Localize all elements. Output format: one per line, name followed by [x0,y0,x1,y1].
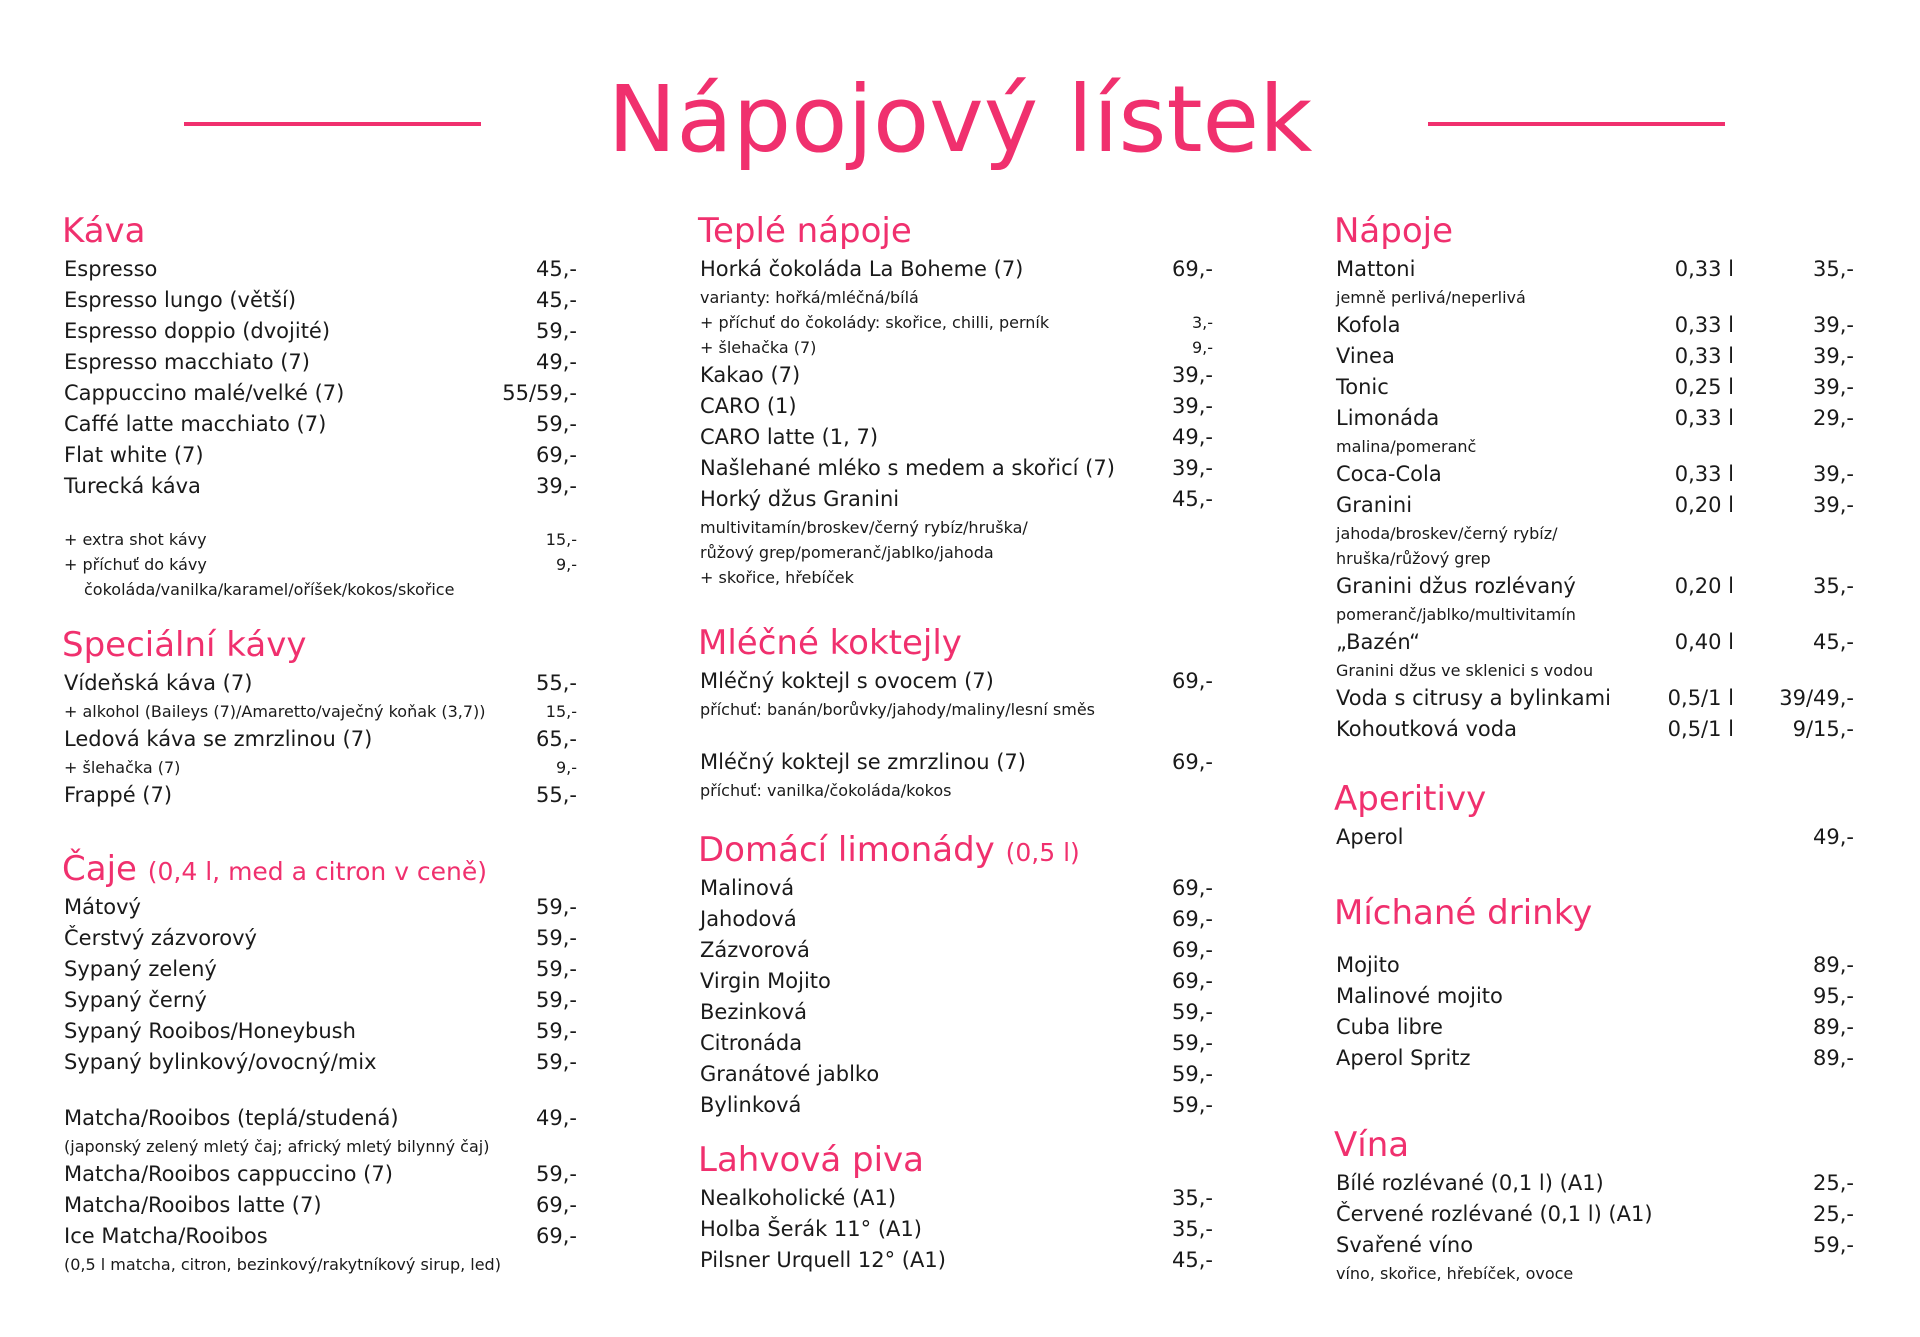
item-note [698,540,1213,565]
item-volume: 0,40 l [1674,630,1734,654]
item-price: 59,- [536,1019,577,1043]
section-caje [62,846,577,1277]
item-price: 59,- [536,988,577,1012]
menu-item [1334,1230,1854,1261]
item-name: Bylinková [700,1093,802,1117]
heading-main: Čaje [62,849,137,889]
item-price: 9/15,- [1792,717,1854,741]
item-name: Mátový [64,895,141,919]
section-heading: Nápoje [1334,211,1454,251]
menu-item [1334,950,1854,981]
item-price: 55/59,- [502,381,577,405]
extra-price: 9,- [555,758,577,777]
item-price: 35,- [1172,1186,1213,1210]
extra-name: + šlehačka (7) [700,338,817,357]
section-domaci-limonady [698,827,1213,1121]
menu-item [698,484,1213,515]
item-price: 45,- [1172,487,1213,511]
item-name: Voda s citrusy a bylinkami [1336,686,1611,710]
item-price: 49,- [536,350,577,374]
item-name: Virgin Mojito [700,969,831,993]
menu-item [1334,459,1854,490]
item-extra [62,527,577,552]
menu-item [698,966,1213,997]
item-name: Jahodová [700,907,797,931]
item-price: 69,- [1172,938,1213,962]
extra-price: 3,- [1191,313,1213,332]
item-note [62,1252,577,1277]
menu-item [62,347,577,378]
item-price: 35,- [1813,257,1854,281]
item-price: 59,- [536,1162,577,1186]
note-text: + skořice, hřebíček [700,568,854,587]
item-price: 59,- [1172,1093,1213,1117]
menu-item [62,378,577,409]
item-note [698,565,1213,590]
menu-item [1334,1199,1854,1230]
menu-item [698,1214,1213,1245]
item-name: Mattoni [1336,257,1416,281]
item-extra [62,552,577,577]
item-note [1334,1261,1854,1286]
menu-item [62,1221,577,1252]
item-name: Mléčný koktejl s ovocem (7) [700,669,994,693]
menu-item [698,422,1213,453]
item-price: 39/49,- [1779,686,1854,710]
item-name: Tonic [1336,375,1389,399]
note-text: malina/pomeranč [1336,437,1477,456]
item-price: 45,- [536,257,577,281]
heading-sub: (0,4 l, med a citron v ceně) [147,857,488,886]
item-price: 89,- [1813,953,1854,977]
item-price: 69,- [1172,750,1213,774]
menu-item [698,1090,1213,1121]
section-heading: Speciální kávy [62,625,307,665]
item-price: 59,- [536,1050,577,1074]
note-text: příchuť: vanilka/čokoláda/kokos [700,781,952,800]
item-price: 59,- [1172,1000,1213,1024]
section-heading: Vína [1334,1125,1410,1165]
page-title: Nápojový lístek [607,66,1313,173]
item-name: Horká čokoláda La Boheme (7) [700,257,1024,281]
note-text: Granini džus ve sklenici s vodou [1336,661,1594,680]
section-lahvova-piva [698,1137,1213,1276]
menu-item [62,780,577,811]
heading-main: Domácí limonády [698,830,995,870]
note-text: multivitamín/broskev/černý rybíz/hruška/ [700,518,1028,537]
item-note [1334,434,1854,459]
item-price: 29,- [1813,406,1854,430]
item-name: CARO latte (1, 7) [700,425,879,449]
item-price: 89,- [1813,1015,1854,1039]
extra-name: + šlehačka (7) [64,758,181,777]
menu-item [62,668,577,699]
menu-item [62,892,577,923]
item-price: 39,- [536,474,577,498]
item-price: 39,- [1172,363,1213,387]
section-heading: Lahvová piva [698,1140,924,1180]
item-note [1334,546,1854,571]
item-name: Nealkoholické (A1) [700,1186,897,1210]
menu-item [1334,683,1854,714]
item-note [698,285,1213,310]
title-divider-left [184,122,481,126]
item-name: Kakao (7) [700,363,801,387]
item-price: 59,- [536,957,577,981]
item-price: 45,- [1813,630,1854,654]
item-name: Holba Šerák 11° (A1) [700,1217,922,1241]
section-specialni-kavy [62,622,577,811]
item-name: Zázvorová [700,938,810,962]
item-name: Sypaný bylinkový/ovocný/mix [64,1050,377,1074]
menu-item [698,254,1213,285]
item-name: Aperol [1336,825,1404,849]
menu-item [1334,1168,1854,1199]
menu-item [698,1028,1213,1059]
menu-item [62,1103,577,1134]
item-name: Ledová káva se zmrzlinou (7) [64,727,373,751]
menu-item [62,285,577,316]
menu-item [698,453,1213,484]
extra-price: 15,- [545,702,577,721]
item-price: 65,- [536,727,577,751]
item-volume: 0,33 l [1674,257,1734,281]
item-name: CARO (1) [700,394,797,418]
item-price: 55,- [536,671,577,695]
item-price: 45,- [1172,1248,1213,1272]
item-name: Turecká káva [64,474,201,498]
item-name: Mléčný koktejl se zmrzlinou (7) [700,750,1026,774]
item-name: Citronáda [700,1031,803,1055]
item-price: 59,- [1172,1062,1213,1086]
item-price: 25,- [1813,1171,1854,1195]
item-name: Malinová [700,876,795,900]
item-note [62,577,577,602]
item-extra [698,335,1213,360]
item-price: 69,- [1172,257,1213,281]
item-price: 49,- [536,1106,577,1130]
item-volume: 0,5/1 l [1667,686,1734,710]
item-price: 69,- [1172,876,1213,900]
spacer [1334,936,1854,950]
item-name: Kohoutková voda [1336,717,1517,741]
item-price: 45,- [536,288,577,312]
spacer [698,722,1213,747]
item-price: 69,- [536,1193,577,1217]
section-heading: Míchané drinky [1334,893,1593,933]
item-price: 69,- [1172,969,1213,993]
extra-name: + příchuť do kávy [64,555,207,574]
menu-item [62,985,577,1016]
section-mlecne-koktejly [698,620,1213,803]
item-note [1334,285,1854,310]
section-heading [698,827,1213,873]
note-text: příchuť: banán/borůvky/jahody/maliny/lesní směs [700,700,1096,719]
menu-item [1334,490,1854,521]
item-price: 59,- [536,319,577,343]
item-price: 35,- [1813,574,1854,598]
note-text: pomeranč/jablko/multivitamín [1336,605,1576,624]
item-price: 49,- [1172,425,1213,449]
menu-item [62,1190,577,1221]
menu-item [62,1016,577,1047]
item-price: 59,- [1813,1233,1854,1257]
menu-item [62,316,577,347]
item-name: Kofola [1336,313,1401,337]
section-teple-napoje [698,208,1213,590]
item-name: Červené rozlévané (0,1 l) (A1) [1336,1202,1653,1226]
menu-item [62,954,577,985]
menu-item [1334,372,1854,403]
item-name: Granátové jablko [700,1062,880,1086]
menu-item [62,471,577,502]
item-name: „Bazén“ [1336,630,1421,654]
title-divider-right [1428,122,1725,126]
spacer [62,1078,577,1103]
item-name: Sypaný Rooibos/Honeybush [64,1019,356,1043]
item-name: Horký džus Granini [700,487,900,511]
item-name: Espresso lungo (větší) [64,288,297,312]
note-text: čokoláda/vanilka/karamel/oříšek/kokos/skořice [84,580,455,599]
item-name: Frappé (7) [64,783,173,807]
item-price: 69,- [1172,907,1213,931]
note-text: varianty: hořká/mléčná/bílá [700,288,919,307]
section-heading: Káva [62,211,146,251]
item-price: 35,- [1172,1217,1213,1241]
item-price: 39,- [1172,456,1213,480]
menu-item [698,1245,1213,1276]
note-text: hruška/růžový grep [1336,549,1491,568]
extra-name: + extra shot kávy [64,530,207,549]
menu-item [698,1183,1213,1214]
item-volume: 0,20 l [1674,493,1734,517]
item-price: 59,- [536,926,577,950]
menu-item [1334,822,1854,853]
section-heading: Mléčné koktejly [698,623,962,663]
menu-item [698,935,1213,966]
item-name: Granini [1336,493,1413,517]
item-name: Matcha/Rooibos latte (7) [64,1193,322,1217]
menu-item [1334,254,1854,285]
item-volume: 0,20 l [1674,574,1734,598]
menu-item [1334,1043,1854,1074]
section-heading: Aperitivy [1334,779,1487,819]
note-text: růžový grep/pomeranč/jablko/jahoda [700,543,994,562]
menu-item [698,997,1213,1028]
menu-item [698,904,1213,935]
menu-item [698,1059,1213,1090]
note-text: víno, skořice, hřebíček, ovoce [1336,1264,1574,1283]
section-vina [1334,1122,1854,1286]
item-name: Espresso macchiato (7) [64,350,310,374]
item-price: 59,- [536,412,577,436]
item-extra [62,699,577,724]
note-text: jahoda/broskev/černý rybíz/ [1336,524,1558,543]
item-note [1334,602,1854,627]
item-price: 69,- [536,1224,577,1248]
item-name: Limonáda [1336,406,1440,430]
section-heading [62,846,577,892]
spacer [62,502,577,527]
item-note [698,697,1213,722]
item-name: Vinea [1336,344,1395,368]
item-name: Cappuccino malé/velké (7) [64,381,345,405]
heading-sub: (0,5 l) [1005,838,1080,867]
item-name: Čerstvý zázvorový [64,926,257,950]
item-name: Coca-Cola [1336,462,1442,486]
section-kava [62,208,577,602]
item-price: 59,- [1172,1031,1213,1055]
menu-item [62,923,577,954]
item-volume: 0,33 l [1674,344,1734,368]
item-name: Bílé rozlévané (0,1 l) (A1) [1336,1171,1604,1195]
menu-item [62,724,577,755]
item-name: Granini džus rozlévaný [1336,574,1576,598]
item-volume: 0,33 l [1674,406,1734,430]
note-text: jemně perlivá/neperlivá [1336,288,1526,307]
item-note [1334,658,1854,683]
menu-item [62,1047,577,1078]
item-name: Espresso doppio (dvojité) [64,319,331,343]
item-price: 25,- [1813,1202,1854,1226]
menu-item [62,440,577,471]
menu-item [698,747,1213,778]
item-name: Matcha/Rooibos (teplá/studená) [64,1106,399,1130]
menu-item [1334,981,1854,1012]
item-name: Flat white (7) [64,443,204,467]
item-name: Mojito [1336,953,1400,977]
menu-item [62,409,577,440]
item-name: Matcha/Rooibos cappuccino (7) [64,1162,393,1186]
item-name: Espresso [64,257,158,281]
item-name: Caffé latte macchiato (7) [64,412,327,436]
menu-item [1334,714,1854,745]
extra-name: + alkohol (Baileys (7)/Amaretto/vaječný koňak (3,7)) [64,702,486,721]
menu-item [1334,403,1854,434]
menu-item [698,666,1213,697]
item-price: 69,- [1172,669,1213,693]
menu-item [698,391,1213,422]
item-price: 55,- [536,783,577,807]
item-name: Pilsner Urquell 12° (A1) [700,1248,946,1272]
extra-name: + příchuť do čokolády: skořice, chilli, perník [700,313,1050,332]
item-extra [698,310,1213,335]
menu-item [1334,627,1854,658]
extra-price: 9,- [1191,338,1213,357]
extra-price: 9,- [555,555,577,574]
menu-item [698,360,1213,391]
item-name: Aperol Spritz [1336,1046,1471,1070]
item-price: 39,- [1813,375,1854,399]
item-volume: 0,33 l [1674,462,1734,486]
menu-item [1334,1012,1854,1043]
item-name: Ice Matcha/Rooibos [64,1224,268,1248]
item-note [1334,521,1854,546]
item-name: Sypaný zelený [64,957,217,981]
menu-item [62,254,577,285]
section-napoje [1334,208,1854,745]
item-price: 39,- [1813,493,1854,517]
item-price: 49,- [1813,825,1854,849]
item-price: 39,- [1813,313,1854,337]
note-text: (0,5 l matcha, citron, bezinkový/rakytníkový sirup, led) [64,1255,501,1274]
note-text: (japonský zelený mletý čaj; africký mletý bilynný čaj) [64,1137,490,1156]
section-michane-drinky [1334,890,1854,1074]
item-name: Cuba libre [1336,1015,1443,1039]
item-note [62,1134,577,1159]
item-volume: 0,5/1 l [1667,717,1734,741]
item-name: Bezinková [700,1000,808,1024]
item-note [698,515,1213,540]
menu-item [698,873,1213,904]
item-name: Našlehané mléko s medem a skořicí (7) [700,456,1115,480]
menu-item [62,1159,577,1190]
item-name: Sypaný černý [64,988,207,1012]
item-name: Svařené víno [1336,1233,1474,1257]
item-price: 39,- [1813,344,1854,368]
item-volume: 0,33 l [1674,313,1734,337]
item-price: 59,- [536,895,577,919]
item-volume: 0,25 l [1674,375,1734,399]
item-price: 39,- [1172,394,1213,418]
section-heading: Teplé nápoje [698,211,912,251]
item-price: 89,- [1813,1046,1854,1070]
extra-price: 15,- [545,530,577,549]
item-name: Malinové mojito [1336,984,1503,1008]
item-price: 95,- [1813,984,1854,1008]
item-price: 69,- [536,443,577,467]
menu-item [1334,310,1854,341]
item-price: 39,- [1813,462,1854,486]
section-aperitivy [1334,776,1854,853]
item-extra [62,755,577,780]
menu-item [1334,341,1854,372]
item-note [698,778,1213,803]
menu-item [1334,571,1854,602]
item-name: Vídeňská káva (7) [64,671,253,695]
